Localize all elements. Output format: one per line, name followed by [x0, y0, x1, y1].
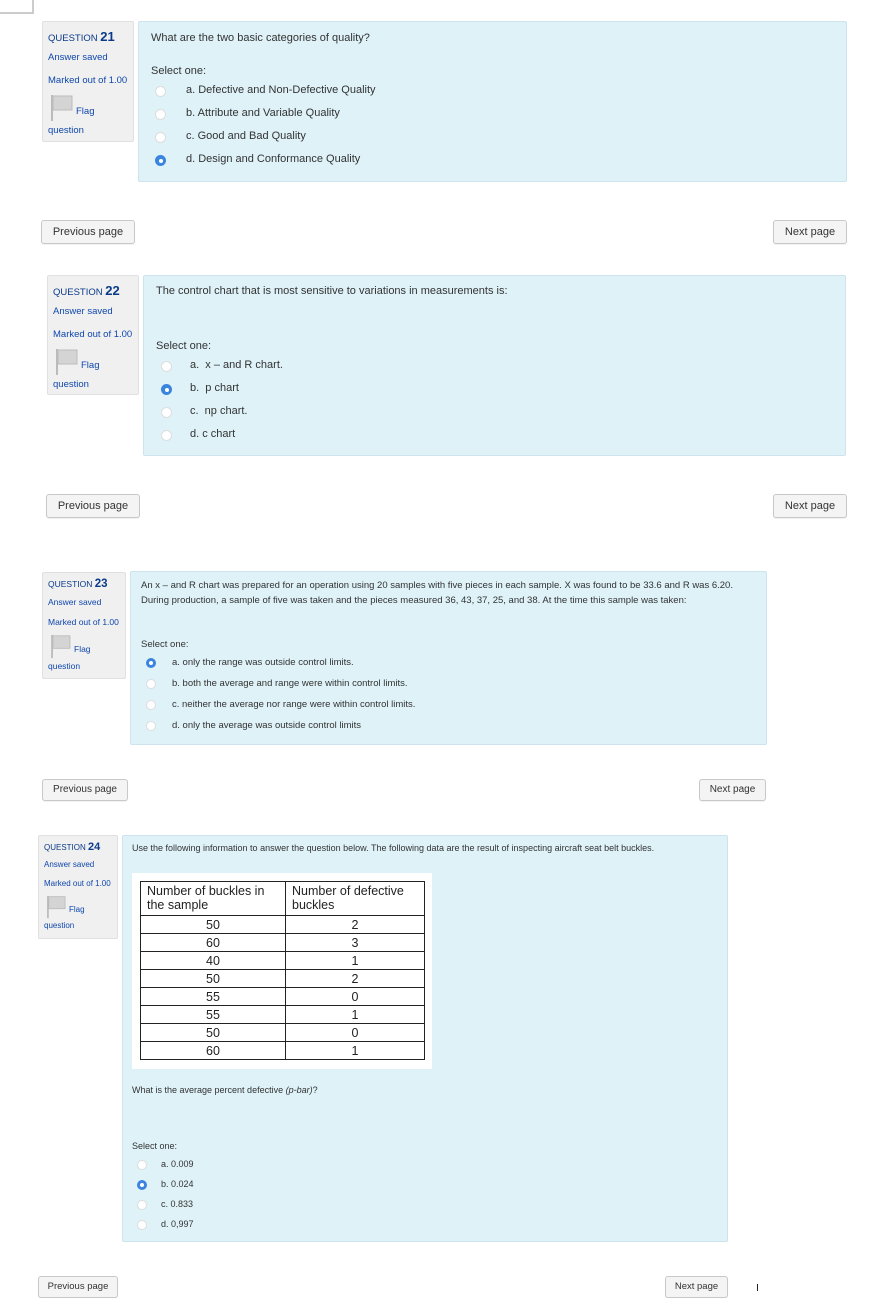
data-table [140, 881, 425, 1060]
select-one-label: Select one: [132, 1141, 178, 1151]
table-cell: 50 [141, 970, 286, 988]
previous-page-button[interactable]: Previous page [38, 1276, 118, 1298]
previous-page-button[interactable]: Previous page [41, 220, 135, 244]
select-one-label: Select one: [151, 65, 207, 77]
radio-option-a[interactable] [155, 86, 166, 97]
table-cell: 60 [141, 934, 286, 952]
table-cell: 2 [286, 970, 425, 988]
table-cell: 40 [141, 952, 286, 970]
table-cell: 0 [286, 1024, 425, 1042]
next-page-button[interactable]: Next page [699, 779, 766, 801]
table-cell: 60 [141, 1042, 286, 1060]
marked-out-of: Marked out of 1.00 [53, 329, 133, 340]
question-info-23 [42, 572, 126, 679]
radio-option-d[interactable] [161, 430, 172, 441]
previous-page-button[interactable]: Previous page [46, 494, 140, 518]
table-cell: 0 [286, 988, 425, 1006]
radio-option-d[interactable] [137, 1220, 147, 1230]
question-number: QUESTION 22 [53, 283, 120, 298]
flag-icon [46, 895, 67, 919]
question-info-22 [47, 275, 139, 395]
question-number: QUESTION 23 [48, 578, 108, 590]
question-text: The control chart that is most sensitive to variations in measurements is: [156, 285, 508, 297]
table-row [141, 1042, 425, 1060]
question-number: QUESTION 24 [44, 841, 101, 853]
next-page-button[interactable]: Next page [773, 494, 847, 518]
radio-option-a[interactable] [161, 361, 172, 372]
radio-option-b[interactable] [146, 679, 156, 689]
table-header-row [141, 882, 425, 916]
table-cell: 1 [286, 1042, 425, 1060]
answer-status: Answer saved [44, 860, 95, 869]
radio-option-c[interactable] [161, 407, 172, 418]
radio-option-d[interactable] [146, 721, 156, 731]
question-text: An x – and R chart was prepared for an operation using 20 samples with five pieces in each sample. X was found to be 33.6 and R was 6.20. During production, a sample of five was taken and the pieces measured 36, 43, 37, 25, and 38. At the time this sample was taken: [141, 580, 733, 606]
table-row [141, 1024, 425, 1042]
question-info-24 [38, 835, 118, 939]
radio-option-a[interactable] [137, 1160, 147, 1170]
marked-out-of: Marked out of 1.00 [48, 617, 119, 627]
radio-option-c[interactable] [146, 700, 156, 710]
flag-question-button[interactable]: Flag question [44, 893, 117, 927]
question-number: QUESTION 21 [48, 29, 115, 44]
select-one-label: Select one: [141, 639, 189, 650]
window-corner [0, 0, 34, 14]
marked-out-of: Marked out of 1.00 [48, 75, 128, 86]
table-row [141, 934, 425, 952]
radio-option-c[interactable] [155, 132, 166, 143]
table-cell: 55 [141, 1006, 286, 1024]
table-cell: 1 [286, 952, 425, 970]
radio-option-b[interactable] [161, 384, 172, 395]
table-cell: 1 [286, 1006, 425, 1024]
table-row [141, 1006, 425, 1024]
table-cell: 55 [141, 988, 286, 1006]
flag-question-button[interactable]: Flag question [53, 346, 138, 386]
table-header: Number of defective buckles [286, 882, 425, 916]
question-content-21: What are the two basic categories of quality? Select one: a. Defective and Non-Defective Quality b. Attribute and Variable Quality c. Good and Bad Quality d. Design and Conformance Quality [138, 21, 847, 182]
text-cursor [757, 1284, 758, 1291]
question-text: What are the two basic categories of quality? [151, 32, 370, 44]
question-info-21 [42, 21, 134, 142]
radio-option-b[interactable] [155, 109, 166, 120]
answer-status: Answer saved [48, 52, 108, 63]
question-content-24: Use the following information to answer the question below. The following data are the result of inspecting aircraft seat belt buckles. Number of buckles in the sample Number of defective buckles 50 2 60 3 40 1 50 2 55 0 55 1 50 0 60 1 What is the average percent defective (p-bar)? Select one: a. 0.009 b. 0.024 c. 0.833 d. 0,997 [122, 835, 728, 1242]
answer-status: Answer saved [48, 597, 102, 607]
question-content-22: The control chart that is most sensitive to variations in measurements is: Select one: a. x – and R chart. b. p chart c. np chart. d. c chart [143, 275, 846, 456]
flag-icon [55, 348, 79, 376]
flag-question-button[interactable]: Flag question [48, 92, 133, 132]
radio-option-d[interactable] [155, 155, 166, 166]
select-one-label: Select one: [156, 340, 212, 352]
table-cell: 50 [141, 1024, 286, 1042]
table-cell: 3 [286, 934, 425, 952]
next-page-button[interactable]: Next page [773, 220, 847, 244]
next-page-button[interactable]: Next page [665, 1276, 728, 1298]
flag-icon [50, 634, 72, 659]
table-row [141, 970, 425, 988]
table-cell: 2 [286, 916, 425, 934]
radio-option-a[interactable] [146, 658, 156, 668]
answer-status: Answer saved [53, 306, 113, 317]
radio-option-b[interactable] [137, 1180, 147, 1190]
question-text: Use the following information to answer the question below. The following data are the result of inspecting aircraft seat belt buckles. [132, 843, 655, 853]
data-table-panel [132, 873, 432, 1069]
flag-icon [50, 94, 74, 122]
question-content-23: An x – and R chart was prepared for an operation using 20 samples with five pieces in each sample. X was found to be 33.6 and R was 6.20. During production, a sample of five was taken and the pieces measured 36, 43, 37, 25, and 38. At the time this sample was taken: Select one: a. only the range was outside control limits. b. both the average and range were within control limits. c. neither the average nor range were within control limits. d. only the average was outside control limits [130, 571, 767, 745]
table-cell: 50 [141, 916, 286, 934]
table-row [141, 916, 425, 934]
table-header: Number of buckles in the sample [141, 882, 286, 916]
radio-option-c[interactable] [137, 1200, 147, 1210]
previous-page-button[interactable]: Previous page [42, 779, 128, 801]
sub-question-text: What is the average percent defective (p-bar)? [132, 1085, 318, 1095]
table-row [141, 952, 425, 970]
flag-question-button[interactable]: Flag question [48, 632, 125, 668]
marked-out-of: Marked out of 1.00 [44, 879, 111, 888]
table-row [141, 988, 425, 1006]
